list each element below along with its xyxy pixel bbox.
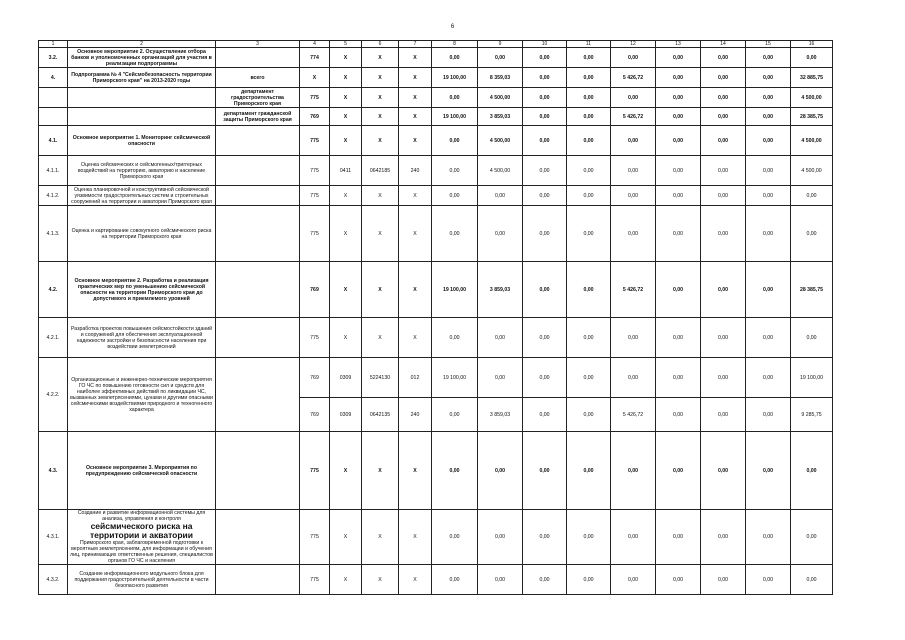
value-cell: X	[362, 432, 399, 510]
value-cell: 0,00	[746, 262, 791, 318]
value-cell: 0,00	[791, 510, 833, 565]
value-cell: 19 100,00	[432, 108, 478, 126]
value-cell: 0,00	[432, 432, 478, 510]
value-cell: 0,00	[611, 206, 656, 262]
value-cell: 769	[300, 398, 330, 432]
value-cell: 0,00	[523, 126, 567, 156]
value-cell: 0,00	[523, 108, 567, 126]
value-cell: 775	[300, 156, 330, 186]
column-header: 6	[362, 41, 399, 48]
value-cell: 0,00	[611, 156, 656, 186]
value-cell: 0,00	[656, 398, 701, 432]
row-number: 4.2.2.	[39, 358, 68, 432]
value-cell: 0,00	[611, 432, 656, 510]
value-cell: 0,00	[701, 398, 746, 432]
value-cell: 0,00	[656, 156, 701, 186]
value-cell: X	[399, 108, 432, 126]
value-cell: 0,00	[478, 510, 523, 565]
value-cell: 0,00	[523, 510, 567, 565]
row-number: 4.1.3.	[39, 206, 68, 262]
row-number: 4.1.1.	[39, 156, 68, 186]
column-header: 15	[746, 41, 791, 48]
value-cell: 0,00	[701, 156, 746, 186]
value-cell: 775	[300, 318, 330, 358]
value-cell: 0,00	[746, 358, 791, 398]
value-cell: 5224130	[362, 358, 399, 398]
value-cell: X	[399, 48, 432, 68]
value-cell: 0,00	[701, 510, 746, 565]
value-cell: 0,00	[567, 126, 611, 156]
value-cell: 0,00	[478, 432, 523, 510]
value-cell: X	[330, 126, 362, 156]
value-cell: 28 385,75	[791, 262, 833, 318]
value-cell: 774	[300, 48, 330, 68]
row-number: 4.3.2.	[39, 565, 68, 595]
value-cell: X	[362, 186, 399, 206]
value-cell: 0,00	[746, 318, 791, 358]
value-cell: 0309	[330, 398, 362, 432]
row-name: Основное мероприятие 2. Разработка и реализация практических мер по уменьшению сейсмической опасности на территории Приморского края до допустимого и приемлемого уровней	[68, 262, 216, 318]
row-name: Оценка сейсмических и сейсмогенных/триггерных воздействий на территорию, акваторию и население Приморского края	[68, 156, 216, 186]
value-cell: 4 500,00	[478, 88, 523, 108]
value-cell: X	[362, 108, 399, 126]
value-cell: 0,00	[478, 48, 523, 68]
value-cell: 0,00	[523, 318, 567, 358]
value-cell: 0,00	[567, 510, 611, 565]
value-cell: 0,00	[478, 206, 523, 262]
column-header: 12	[611, 41, 656, 48]
value-cell: X	[399, 432, 432, 510]
value-cell: 0,00	[746, 565, 791, 595]
value-cell: 0,00	[701, 318, 746, 358]
value-cell: X	[362, 510, 399, 565]
value-cell: X	[300, 68, 330, 88]
value-cell: 0,00	[567, 186, 611, 206]
table-row	[39, 186, 833, 206]
value-cell: 0,00	[656, 432, 701, 510]
value-cell: 0,00	[701, 262, 746, 318]
value-cell: 4 500,00	[791, 88, 833, 108]
value-cell: 5 426,72	[611, 398, 656, 432]
column-header: 11	[567, 41, 611, 48]
value-cell: 240	[399, 156, 432, 186]
value-cell: X	[362, 206, 399, 262]
value-cell: 0,00	[567, 88, 611, 108]
value-cell: X	[330, 48, 362, 68]
value-cell: 19 100,00	[791, 358, 833, 398]
column-header: 3	[216, 41, 300, 48]
row-executor	[216, 186, 300, 206]
column-header: 14	[701, 41, 746, 48]
value-cell: 0,00	[432, 88, 478, 108]
value-cell: 0,00	[611, 358, 656, 398]
value-cell: 0,00	[746, 186, 791, 206]
value-cell: 0,00	[611, 88, 656, 108]
value-cell: 0,00	[611, 186, 656, 206]
value-cell: 0,00	[791, 206, 833, 262]
value-cell: 0,00	[701, 126, 746, 156]
value-cell: 769	[300, 358, 330, 398]
value-cell: 0,00	[523, 206, 567, 262]
value-cell: 0,00	[701, 108, 746, 126]
value-cell: X	[330, 510, 362, 565]
value-cell: 0,00	[523, 432, 567, 510]
column-header: 2	[68, 41, 216, 48]
value-cell: X	[362, 68, 399, 88]
table-row	[39, 318, 833, 358]
column-header: 16	[791, 41, 833, 48]
value-cell: 0,00	[523, 156, 567, 186]
column-header: 10	[523, 41, 567, 48]
value-cell: 0,00	[746, 156, 791, 186]
value-cell: 0,00	[701, 358, 746, 398]
value-cell: X	[362, 262, 399, 318]
value-cell: 0,00	[701, 432, 746, 510]
row-number: 3.2.	[39, 48, 68, 68]
value-cell: 0,00	[746, 68, 791, 88]
value-cell: X	[330, 186, 362, 206]
row-number	[39, 108, 68, 126]
header-row	[39, 41, 833, 48]
value-cell: X	[362, 126, 399, 156]
row-name-part: Создание и развитие информационной системы для анализа, управления и контроля	[77, 510, 206, 522]
value-cell: 0,00	[523, 262, 567, 318]
value-cell: 0,00	[656, 88, 701, 108]
value-cell: 28 385,75	[791, 108, 833, 126]
value-cell: 0,00	[791, 432, 833, 510]
value-cell: 775	[300, 186, 330, 206]
value-cell: 0,00	[746, 108, 791, 126]
value-cell: 5 426,72	[611, 262, 656, 318]
value-cell: 0,00	[746, 398, 791, 432]
row-name	[68, 88, 216, 108]
value-cell: 0,00	[701, 88, 746, 108]
value-cell: 0,00	[791, 48, 833, 68]
value-cell: 32 885,75	[791, 68, 833, 88]
column-header: 1	[39, 41, 68, 48]
value-cell: X	[330, 565, 362, 595]
value-cell: 0,00	[656, 48, 701, 68]
value-cell: 0,00	[656, 262, 701, 318]
value-cell: 3 859,03	[478, 398, 523, 432]
value-cell: X	[330, 432, 362, 510]
row-number: 4.2.	[39, 262, 68, 318]
value-cell: 0,00	[432, 206, 478, 262]
value-cell: X	[330, 318, 362, 358]
value-cell: 0,00	[656, 318, 701, 358]
column-header: 5	[330, 41, 362, 48]
value-cell: 0,00	[656, 186, 701, 206]
value-cell: X	[399, 126, 432, 156]
row-executor	[216, 510, 300, 565]
row-executor	[216, 565, 300, 595]
table-row	[39, 156, 833, 186]
table-row	[39, 88, 833, 108]
column-header: 7	[399, 41, 432, 48]
value-cell: 0642185	[362, 156, 399, 186]
row-name: Оценка и картирование совокупного сейсмического риска на территории Приморского края	[68, 206, 216, 262]
table-row	[39, 432, 833, 510]
column-header: 9	[478, 41, 523, 48]
table-row	[39, 48, 833, 68]
value-cell: X	[362, 565, 399, 595]
value-cell: 0,00	[523, 565, 567, 595]
value-cell: X	[330, 68, 362, 88]
value-cell: 0,00	[701, 206, 746, 262]
table-row	[39, 108, 833, 126]
value-cell: 0,00	[746, 88, 791, 108]
value-cell: 0,00	[567, 358, 611, 398]
table-row	[39, 126, 833, 156]
value-cell: 775	[300, 126, 330, 156]
value-cell: X	[330, 262, 362, 318]
value-cell: 0,00	[523, 68, 567, 88]
value-cell: 0,00	[432, 126, 478, 156]
row-number: 4.1.2.	[39, 186, 68, 206]
value-cell: 0,00	[432, 48, 478, 68]
value-cell: X	[399, 186, 432, 206]
value-cell: 0,00	[791, 318, 833, 358]
value-cell: 0,00	[478, 358, 523, 398]
value-cell: 0,00	[746, 48, 791, 68]
column-header: 4	[300, 41, 330, 48]
value-cell: X	[399, 510, 432, 565]
value-cell: 775	[300, 206, 330, 262]
value-cell: 0,00	[567, 318, 611, 358]
value-cell: X	[330, 206, 362, 262]
value-cell: 0,00	[567, 108, 611, 126]
row-number: 4.3.1.	[39, 510, 68, 565]
value-cell: X	[399, 262, 432, 318]
column-header: 8	[432, 41, 478, 48]
value-cell: 0,00	[656, 68, 701, 88]
row-executor	[216, 206, 300, 262]
row-name: Оценка планировочной и конструктивной сейсмической уязвимости градостроительных систем и строительных сооружений на территории и акватории Приморского края	[68, 186, 216, 206]
value-cell: X	[330, 108, 362, 126]
row-name: Основное мероприятие 1. Мониторинг сейсмической опасности	[68, 126, 216, 156]
value-cell: 769	[300, 108, 330, 126]
value-cell: 0642135	[362, 398, 399, 432]
row-number: 4.2.1.	[39, 318, 68, 358]
value-cell: 0,00	[567, 398, 611, 432]
value-cell: 012	[399, 358, 432, 398]
row-executor	[216, 156, 300, 186]
value-cell: 0,00	[656, 206, 701, 262]
value-cell: 0,00	[432, 565, 478, 595]
value-cell: 0,00	[567, 565, 611, 595]
value-cell: 19 100,00	[432, 262, 478, 318]
row-name: Разработка проектов повышения сейсмостойкости зданий и сооружений для обеспечения эксплуатационной надежности застройки и безопасности населения при воздействии землетрясений	[68, 318, 216, 358]
row-name: Основное мероприятие 3. Мероприятия по предупреждению сейсмической опасности	[68, 432, 216, 510]
value-cell: X	[362, 318, 399, 358]
row-executor: всего	[216, 68, 300, 88]
row-name-part: Приморского края, заблаговременной подготовки к вероятным землетрясениям, для информации и обучения лиц, принимающих ответственные решения, специалистов органов ГО ЧС и населения	[70, 540, 213, 564]
table-row	[39, 68, 833, 88]
value-cell: 0,00	[656, 108, 701, 126]
value-cell: 0,00	[432, 186, 478, 206]
value-cell: X	[362, 88, 399, 108]
row-name	[68, 108, 216, 126]
table-row	[39, 565, 833, 595]
row-name: Подпрограмма № 4 "Сейсмобезопасность территории Приморского края" на 2013-2020 годы	[68, 68, 216, 88]
row-name: Организационные и инженерно-технические мероприятия ГО ЧС по повышению готовности сил и средств для наиболее эффективных действий по ликвидации ЧС, вызванных землетрясениями, цунами и другими опасными сейсмическими воздействиями природного и техногенного характера	[68, 358, 216, 432]
table-row	[39, 206, 833, 262]
row-name-part: сейсмического риска на территории и акватории	[89, 521, 194, 540]
value-cell: 0,00	[567, 262, 611, 318]
value-cell: X	[362, 48, 399, 68]
value-cell: 0,00	[611, 126, 656, 156]
value-cell: 775	[300, 565, 330, 595]
value-cell: 0,00	[523, 88, 567, 108]
row-executor	[216, 318, 300, 358]
value-cell: X	[399, 318, 432, 358]
value-cell: 0,00	[523, 398, 567, 432]
value-cell: 0309	[330, 358, 362, 398]
value-cell: 5 426,72	[611, 68, 656, 88]
value-cell: 0,00	[746, 206, 791, 262]
value-cell: 0,00	[432, 318, 478, 358]
row-executor	[216, 358, 300, 432]
value-cell: 0,00	[656, 510, 701, 565]
value-cell: 0,00	[567, 156, 611, 186]
value-cell: 0,00	[701, 68, 746, 88]
value-cell: 0,00	[701, 186, 746, 206]
value-cell: 0,00	[567, 432, 611, 510]
value-cell: 0,00	[432, 156, 478, 186]
value-cell: 0,00	[611, 510, 656, 565]
value-cell: 0,00	[746, 126, 791, 156]
value-cell: 0,00	[567, 68, 611, 88]
value-cell: 775	[300, 88, 330, 108]
table-row	[39, 510, 833, 565]
value-cell: 4 500,00	[478, 126, 523, 156]
row-executor	[216, 48, 300, 68]
value-cell: 0,00	[478, 318, 523, 358]
row-number: 4.	[39, 68, 68, 88]
row-name: Основное мероприятие 2. Осуществление отбора банков и уполномоченных организаций для участия в реализации подпрограммы	[68, 48, 216, 68]
value-cell: X	[330, 88, 362, 108]
value-cell: 0,00	[656, 126, 701, 156]
value-cell: 8 359,03	[478, 68, 523, 88]
value-cell: X	[399, 88, 432, 108]
value-cell: 0,00	[656, 565, 701, 595]
table-row	[39, 358, 833, 398]
value-cell: 0,00	[432, 510, 478, 565]
value-cell: 0,00	[791, 565, 833, 595]
value-cell: 0,00	[656, 358, 701, 398]
value-cell: 0,00	[746, 432, 791, 510]
value-cell: 4 500,00	[791, 126, 833, 156]
row-executor	[216, 126, 300, 156]
value-cell: 3 859,03	[478, 262, 523, 318]
table-row	[39, 262, 833, 318]
value-cell: 0,00	[523, 48, 567, 68]
value-cell: 0,00	[746, 510, 791, 565]
value-cell: 0,00	[523, 186, 567, 206]
row-executor	[216, 262, 300, 318]
budget-table	[38, 40, 833, 595]
row-name	[68, 510, 216, 565]
row-name: Создание информационного модульного блока для поддержания градостроительной деятельности в части безопасного развития	[68, 565, 216, 595]
row-number: 4.3.	[39, 432, 68, 510]
value-cell: 0,00	[432, 398, 478, 432]
value-cell: 0,00	[478, 186, 523, 206]
value-cell: 3 859,03	[478, 108, 523, 126]
value-cell: 19 100,00	[432, 358, 478, 398]
value-cell: 775	[300, 510, 330, 565]
value-cell: 0,00	[701, 48, 746, 68]
value-cell: 0,00	[567, 206, 611, 262]
value-cell: 0,00	[611, 48, 656, 68]
value-cell: X	[399, 206, 432, 262]
value-cell: 4 500,00	[791, 156, 833, 186]
value-cell: 0411	[330, 156, 362, 186]
value-cell: X	[399, 565, 432, 595]
value-cell: 0,00	[791, 186, 833, 206]
value-cell: 0,00	[611, 565, 656, 595]
column-header: 13	[656, 41, 701, 48]
value-cell: 4 500,00	[478, 156, 523, 186]
value-cell: 9 285,75	[791, 398, 833, 432]
value-cell: 775	[300, 432, 330, 510]
value-cell: 240	[399, 398, 432, 432]
row-number: 4.1.	[39, 126, 68, 156]
row-number	[39, 88, 68, 108]
value-cell: 5 426,72	[611, 108, 656, 126]
row-executor	[216, 432, 300, 510]
page-number: 6	[450, 24, 455, 30]
value-cell: 19 100,00	[432, 68, 478, 88]
row-executor: департамент гражданской защиты Приморского края	[216, 108, 300, 126]
value-cell: 0,00	[701, 565, 746, 595]
row-executor: департамент градостроительства Приморского края	[216, 88, 300, 108]
value-cell: X	[399, 68, 432, 88]
value-cell: 0,00	[523, 358, 567, 398]
value-cell: 769	[300, 262, 330, 318]
value-cell: 0,00	[611, 318, 656, 358]
value-cell: 0,00	[567, 48, 611, 68]
value-cell: 0,00	[478, 565, 523, 595]
